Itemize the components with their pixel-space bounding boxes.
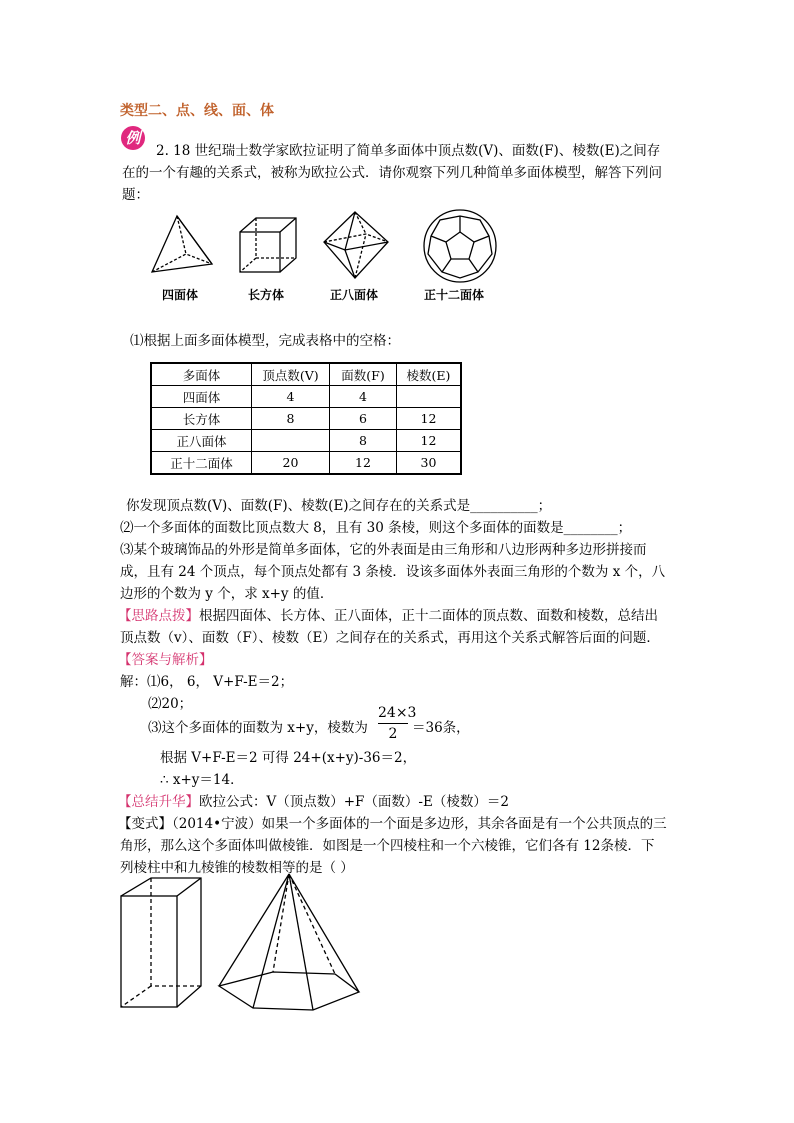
variant-line-3: 列棱柱中和九棱锥的棱数相等的是（ ） [120, 860, 354, 876]
summary-tag: 【总结升华】 [118, 794, 199, 810]
hint-text: 根据四面体、长方体、正八面体，正十二面体的顶点数、面数和棱数，总结出 [199, 608, 658, 624]
table-cell: 6 [330, 408, 397, 430]
table-cell: 正十二面体 [151, 452, 252, 475]
fraction-denominator: 2 [388, 726, 398, 742]
tetrahedron-drawing [152, 216, 212, 272]
table-row [151, 430, 461, 452]
hint-line-2: 顶点数（v）、面数（F）、棱数（E）之间存在的关系式，再用这个关系式解答后面的问题． [120, 630, 660, 646]
table-cell: 12 [397, 408, 462, 430]
example-badge: 例 [121, 126, 145, 150]
shape-label-octahedron: 正八面体 [330, 288, 379, 302]
table-cell: 20 [252, 452, 330, 475]
answer-tag: 【答案与解析】 [118, 652, 213, 668]
prism-pyramid-figure [115, 868, 395, 1018]
table-cell: 30 [397, 452, 462, 475]
answer-line-5: ∴ x+y＝14． [160, 772, 244, 788]
square-prism-drawing [121, 878, 201, 1007]
table-cell: 12 [330, 452, 397, 475]
table-header-cell: 棱数(E) [397, 363, 462, 386]
table-cell [397, 386, 462, 408]
table-row [151, 408, 461, 430]
fraction-numerator: 24×3 [378, 705, 417, 721]
answer-line-3a: ⑶这个多面体的面数为 x+y，棱数为 [148, 720, 368, 736]
table-cell [252, 430, 330, 452]
hexagonal-pyramid-drawing [219, 874, 359, 1010]
variant-line-1 [118, 814, 667, 834]
polyhedra-figure [140, 206, 520, 286]
question-3-line-2: 成，且有 24 个顶点，每个顶点处都有 3 条棱．设该多面体外表面三角形的个数为 x 个，八 [120, 564, 666, 580]
question-1-intro: ⑴根据上面多面体模型，完成表格中的空格： [130, 333, 400, 349]
shape-label-tetrahedron: 四面体 [162, 288, 199, 302]
cuboid-drawing [240, 218, 296, 272]
problem-line-1: 2. 18 世纪瑞士数学家欧拉证明了简单多面体中顶点数(V)、面数(F)、棱数(E)之间存 [156, 143, 661, 159]
summary-text: 欧拉公式：V（顶点数）+F（面数）-E（棱数）＝2 [199, 794, 509, 810]
question-1-relation: 你发现顶点数(V)、面数(F)、棱数(E)之间存在的关系式是__________； [126, 498, 552, 514]
fraction-bar [378, 723, 408, 724]
section-title: 类型二、点、线、面、体 [120, 103, 274, 119]
fraction [378, 705, 417, 742]
octahedron-drawing [324, 212, 388, 278]
table-cell: 4 [330, 386, 397, 408]
table-cell: 4 [252, 386, 330, 408]
question-3-line-1: ⑶某个玻璃饰品的外形是简单多面体，它的外表面是由三角形和八边形两种多边形拼接而 [120, 542, 647, 558]
variant-tag: 【变式】 [118, 816, 172, 832]
variant-line-2: 角形，那么这个多面体叫做棱锥．如图是一个四棱柱和一个六棱锥，它们各有 12条棱．下 [120, 838, 655, 854]
table-row [151, 386, 461, 408]
answer-line-2: ⑵20； [148, 696, 193, 712]
shape-label-dodecahedron: 正十二面体 [424, 288, 485, 302]
hint-line-1 [118, 606, 658, 626]
table-cell: 长方体 [151, 408, 252, 430]
table-header-cell: 顶点数(V) [252, 363, 330, 386]
table-cell: 正八面体 [151, 430, 252, 452]
variant-text: （2014•宁波）如果一个多面体的一个面是多边形，其余各面是有一个公共顶点的三 [172, 816, 667, 832]
table-cell: 四面体 [151, 386, 252, 408]
table-header-cell: 面数(F) [330, 363, 397, 386]
hint-tag: 【思路点拨】 [118, 608, 199, 624]
dodecahedron-drawing [424, 210, 496, 282]
table-row [151, 452, 461, 475]
polyhedra-table [150, 362, 462, 475]
question-3-line-3: 边形的个数为 y 个，求 x+y 的值． [120, 586, 334, 602]
answer-line-1: 解：⑴6， 6， V+F-E＝2； [120, 674, 294, 690]
table-cell: 12 [397, 430, 462, 452]
shape-label-cuboid: 长方体 [248, 288, 285, 302]
summary-line [118, 792, 509, 812]
problem-line-3: 题： [122, 187, 149, 203]
answer-line-3b: ＝36条， [412, 720, 470, 736]
table-cell: 8 [252, 408, 330, 430]
table-header-row [151, 363, 461, 386]
problem-line-2: 在的一个有趣的关系式，被称为欧拉公式．请你观察下列几种简单多面体模型，解答下列问 [122, 165, 662, 181]
table-header-cell: 多面体 [151, 363, 252, 386]
answer-line-4: 根据 V+F-E＝2 可得 24+(x+y)-36＝2， [160, 750, 417, 766]
table-cell: 8 [330, 430, 397, 452]
question-2: ⑵一个多面体的面数比顶点数大 8，且有 30 条棱，则这个多面体的面数是________； [120, 520, 632, 536]
